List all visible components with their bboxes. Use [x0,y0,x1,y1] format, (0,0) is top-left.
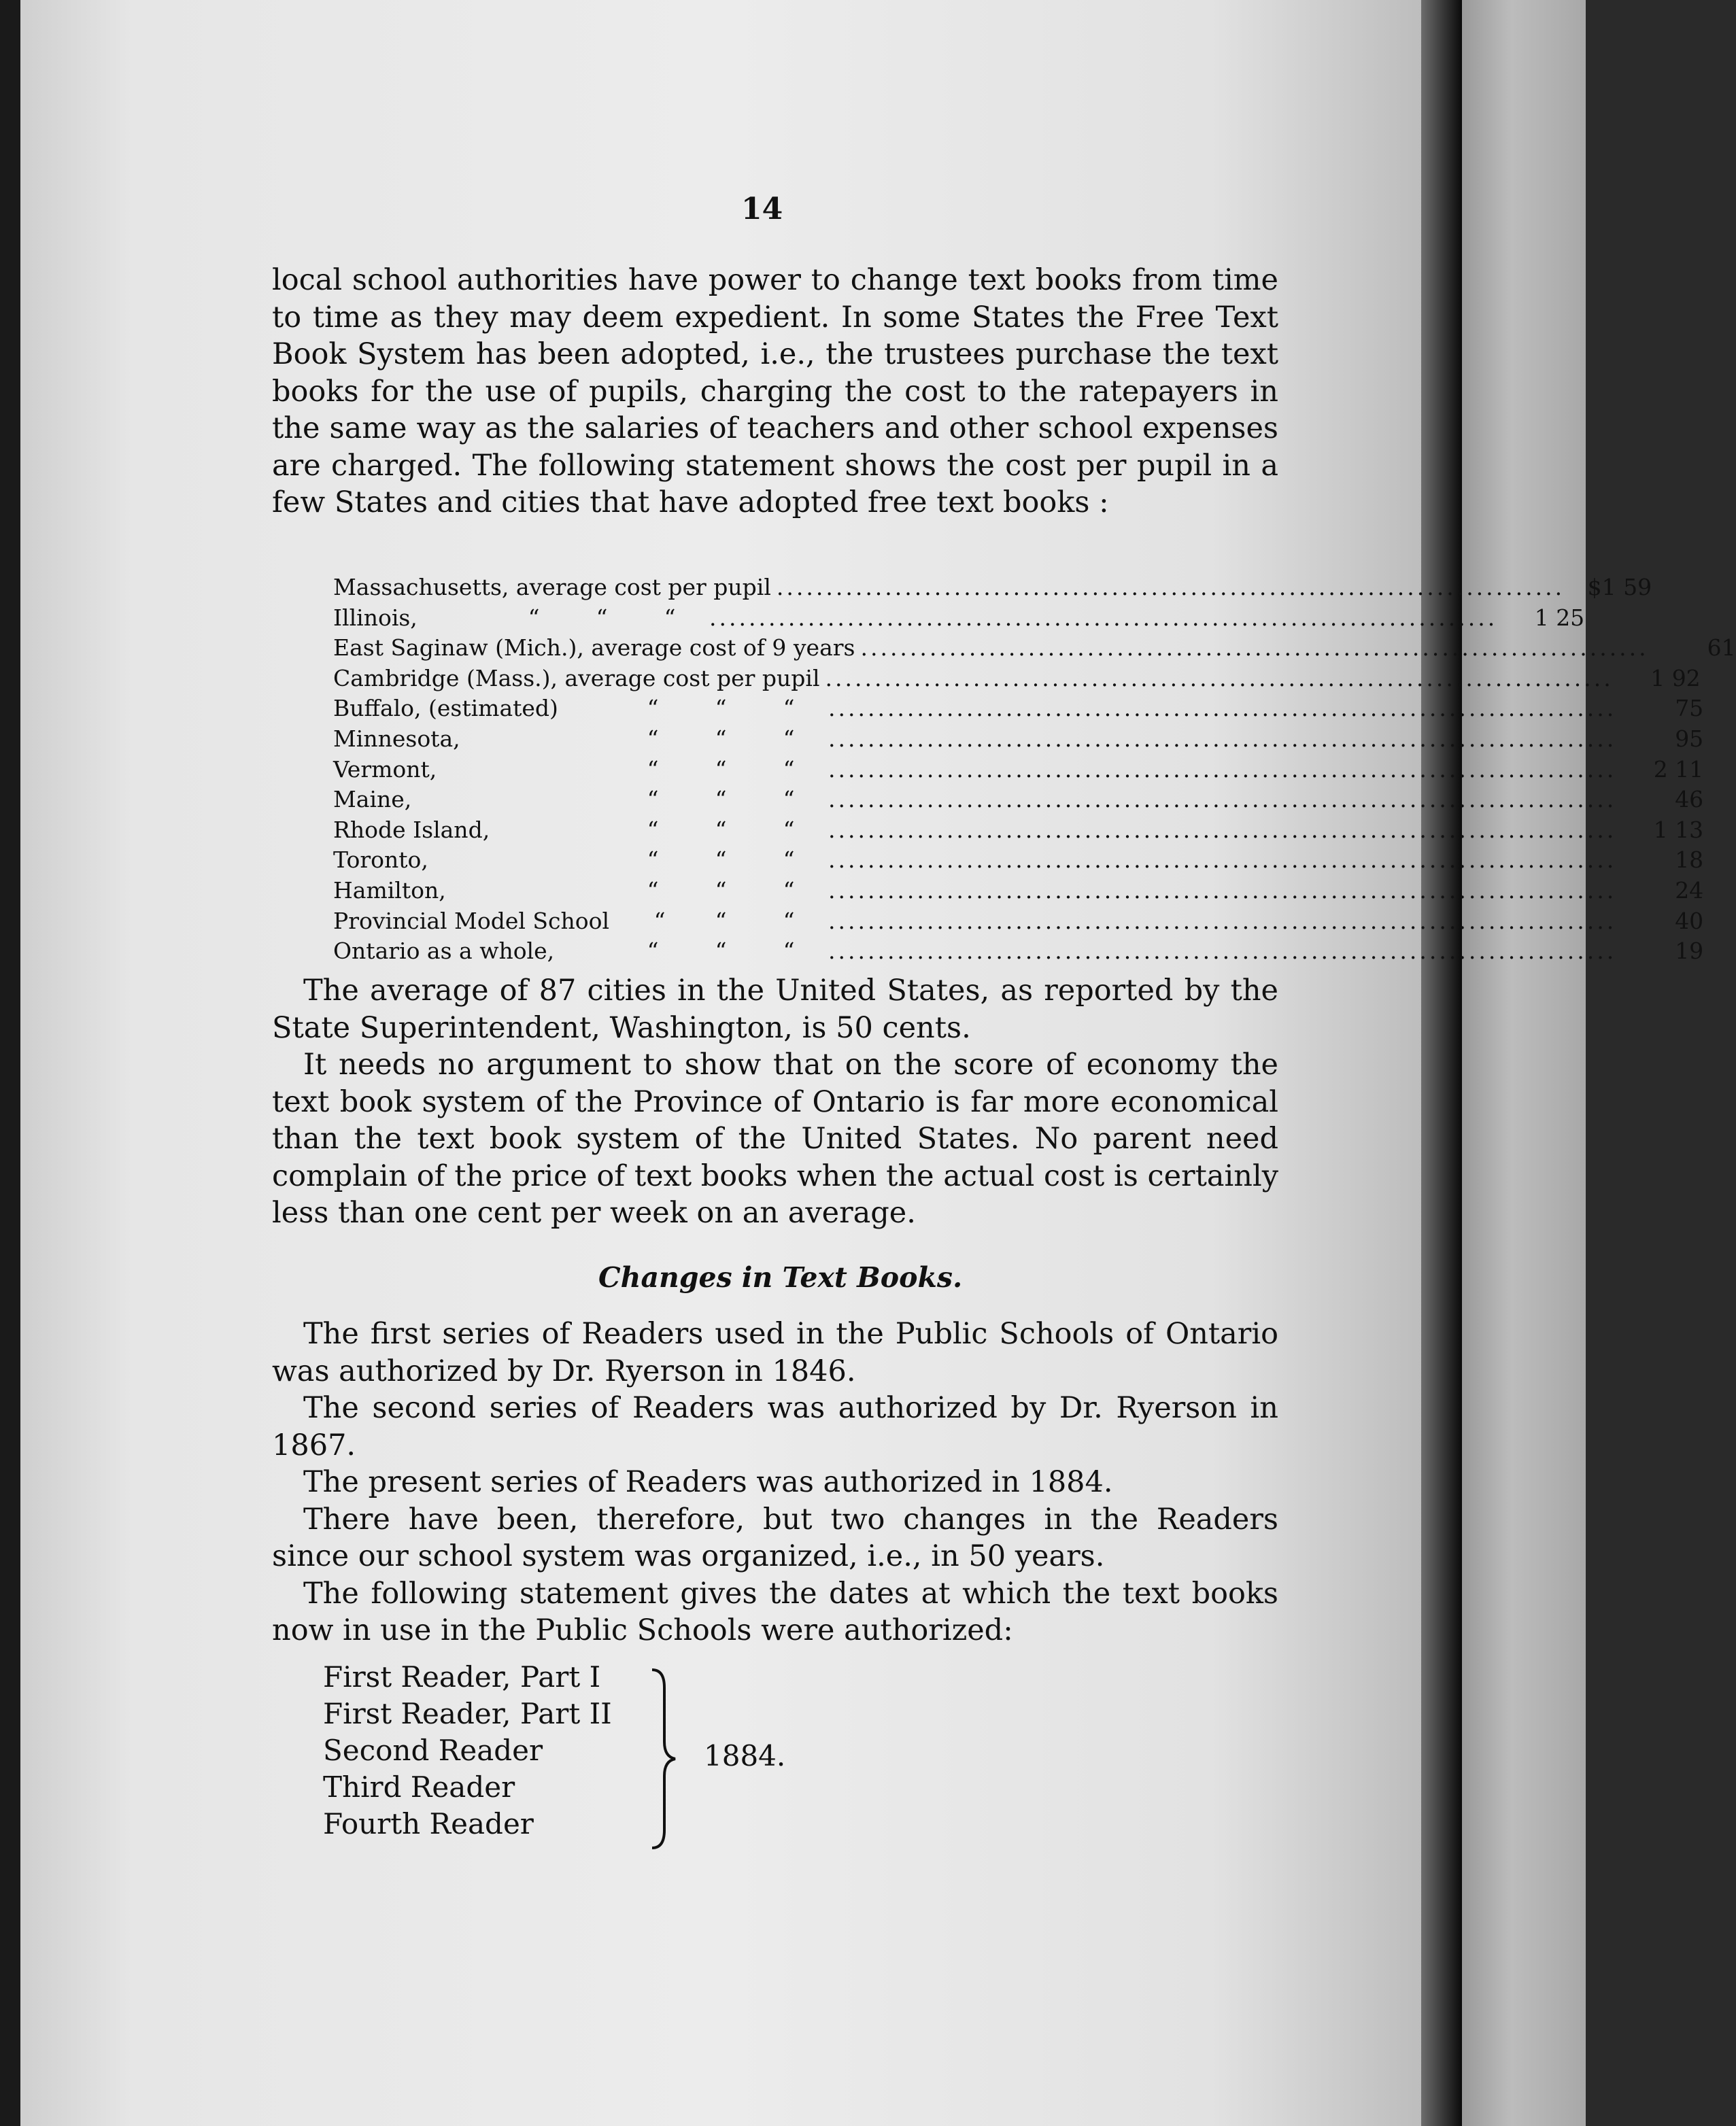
ditto-mark: “ [653,907,666,934]
place-name: Toronto, [333,846,428,874]
table-row [333,603,1585,634]
table-row [333,906,1704,937]
ditto-mark: “ [647,876,659,904]
ditto-mark: “ [715,755,727,783]
dot-leader: ................................................................................ [828,846,1617,874]
readers-list [323,1659,612,1842]
ditto-mark: “ [715,786,727,813]
ditto-mark: “ [783,725,795,752]
dot-leader: ................................................................................ [776,574,1565,600]
ditto-mark: “ [647,786,659,813]
amount: 46 [1675,786,1704,813]
dot-leader: ................................................................................ [709,604,1498,631]
dot-leader: ................................................................................ [828,725,1617,752]
ditto-mark: “ [647,695,659,722]
page-number: 14 [741,192,783,226]
ditto-mark: “ [715,816,727,843]
dot-leader: ................................................................................ [828,938,1617,965]
dot-leader: ................................................................................ [828,695,1617,722]
present-series-paragraph: The present series of Readers was authorized in 1884. [303,1465,1113,1499]
first-series-paragraph: The first series of Readers used in the Public Schools of Ontario was authorized by Dr. Ryerson in 1846. [272,1317,1278,1388]
ditto-mark: “ [783,907,795,934]
place-name: Buffalo, (estimated) [333,695,558,722]
amount: 61 [1707,634,1736,662]
economy-paragraph: It needs no argument to show that on the score of economy the text book system of the Province of Ontario is far more economical than the text book system of the United States. No parent need complain of the price of text books when the actual cost is certainly less than one cent per week on an average. [272,1048,1278,1230]
place-name: Hamilton, [333,876,446,904]
amount: 1 13 [1653,816,1704,843]
table-row [333,664,1701,694]
ditto-mark: “ [715,695,727,722]
ditto-mark: “ [647,755,659,783]
average-paragraph: The average of 87 cities in the United States, as reported by the State Superintendent, Washington, is 50 cents. [272,974,1278,1045]
after-table-text [272,972,1278,1232]
place-name: Rhode Island, [333,816,490,843]
amount: 1 92 [1650,664,1701,691]
ditto-mark: “ [783,786,795,813]
dot-leader: ................................................................................ [828,876,1617,904]
changes-text [272,1316,1278,1649]
ditto-mark: “ [647,725,659,752]
dot-leader: ................................................................................ [825,664,1614,691]
table-row [333,845,1704,876]
amount: 24 [1675,876,1704,904]
ditto-mark: “ [715,876,727,904]
ditto-mark: “ [783,755,795,783]
dot-leader: ................................................................................ [828,907,1617,934]
section-heading: Changes in Text Books. [598,1261,963,1294]
amount: 40 [1675,907,1704,934]
amount: 75 [1675,695,1704,722]
list-item: First Reader, Part II [323,1697,612,1730]
table-row [333,755,1704,785]
ditto-mark: “ [715,907,727,934]
place-name: Illinois, [333,604,418,631]
intro-paragraph: local school authorities have power to change text books from time to time as they may deem expedient. In some States the Free Text Book System has been adopted, i.e., the trustees purchase the text books for the use of pupils, charging the cost to the ratepayers in the same way as the salaries of teachers and other school expenses are charged. The following statement shows the cost per pupil in a few States and cities that have adopted free text books : [272,263,1278,519]
place-name: Maine, [333,786,412,813]
table-row [333,876,1704,906]
table-row [333,572,1652,603]
dates-statement-paragraph: The following statement gives the dates at which the text books now in use in the Public Schools were authorized: [272,1576,1278,1647]
dot-leader: ................................................................................ [828,786,1617,813]
ditto-mark: “ [647,846,659,874]
ditto-mark: “ [596,604,608,631]
ditto-mark: “ [715,938,727,965]
amount: 2 11 [1653,755,1704,783]
readers-year: 1884. [704,1739,786,1772]
list-item: Third Reader [323,1770,515,1804]
book-gutter [1421,0,1462,2126]
dot-leader: ................................................................................ [828,755,1617,783]
table-row [333,815,1704,846]
place-name: Cambridge (Mass.), average cost per pupil [333,664,820,691]
amount: 95 [1675,725,1704,752]
cost-table [333,572,1736,967]
ditto-mark: “ [783,876,795,904]
table-row [333,936,1704,967]
list-item: First Reader, Part I [323,1660,601,1694]
list-item: Second Reader [323,1734,543,1767]
table-row [333,693,1704,724]
table-row [333,724,1704,755]
place-name: Vermont, [333,755,437,783]
facing-page-edge [1462,0,1586,2126]
changes-count-paragraph: There have been, therefore, but two changes in the Readers since our school system was organized, i.e., in 50 years. [272,1502,1278,1573]
place-name: Massachusetts, average cost per pupil [333,574,771,600]
amount: $1 59 [1587,574,1652,600]
ditto-mark: “ [647,938,659,965]
place-name: Minnesota, [333,725,460,752]
place-name: Ontario as a whole, [333,938,555,965]
ditto-mark: “ [664,604,676,631]
place-name: East Saginaw (Mich.), average cost of 9 years [333,634,855,662]
ditto-mark: “ [528,604,540,631]
place-name: Provincial Model School [333,907,610,934]
ditto-mark: “ [783,846,795,874]
amount: 19 [1675,938,1704,965]
ditto-mark: “ [783,816,795,843]
amount: 1 25 [1534,604,1585,631]
dot-leader: ................................................................................ [860,634,1649,662]
list-item: Fourth Reader [323,1807,534,1840]
ditto-mark: “ [715,846,727,874]
second-series-paragraph: The second series of Readers was authorized by Dr. Ryerson in 1867. [272,1391,1278,1462]
ditto-mark: “ [783,938,795,965]
table-row [333,785,1704,815]
ditto-mark: “ [783,695,795,722]
dot-leader: ................................................................................ [828,816,1617,843]
amount: 18 [1675,846,1704,874]
table-row [333,633,1736,664]
ditto-mark: “ [647,816,659,843]
ditto-mark: “ [715,725,727,752]
curly-brace [649,1667,677,1851]
